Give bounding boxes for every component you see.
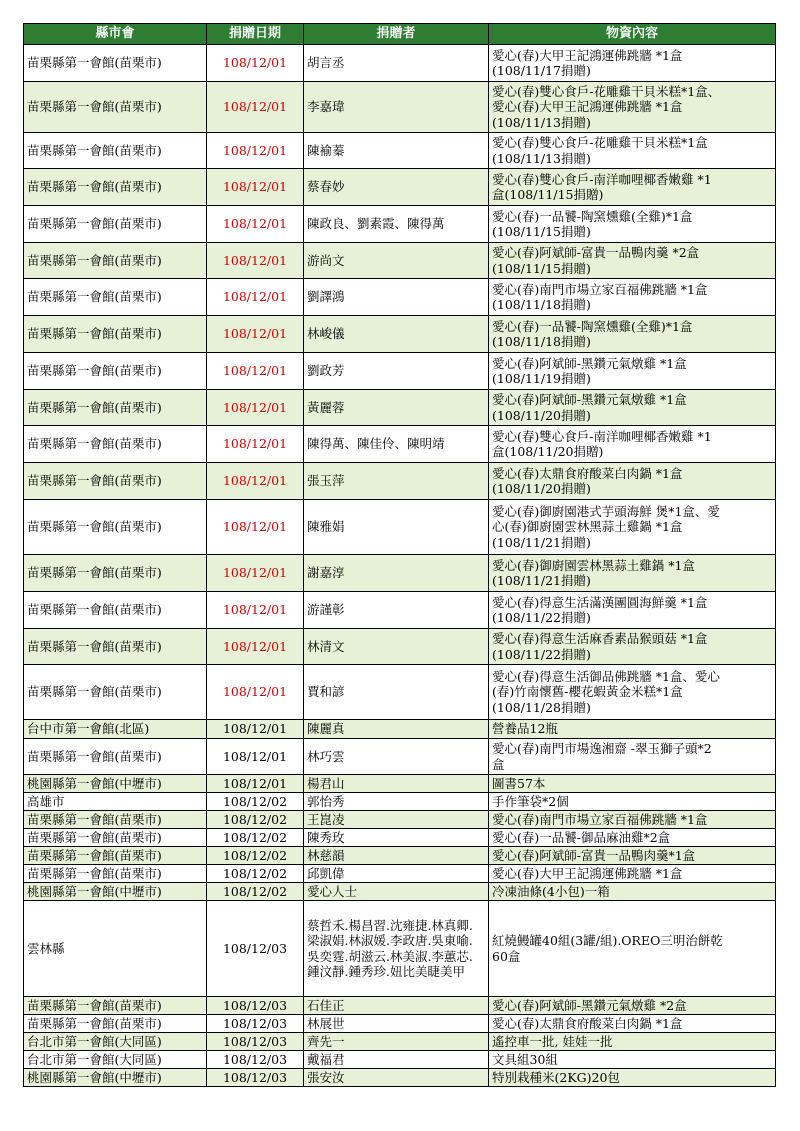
item-line: 盒(108/11/20捐贈) bbox=[492, 444, 604, 459]
item-line: 愛心(春)大甲王記鴻運佛跳牆 *1盒 bbox=[492, 865, 683, 881]
table-row bbox=[24, 1033, 776, 1051]
item-line: 愛心(春)雙心食戶-南洋咖哩椰香嫩雞 *1 bbox=[492, 171, 712, 187]
cell-items bbox=[489, 629, 776, 665]
item-line: (108/11/20捐贈) bbox=[492, 407, 591, 423]
cell-date: 108/12/03 bbox=[207, 1051, 304, 1069]
cell-location: 苗栗縣第一會館(苗栗市) bbox=[24, 353, 207, 390]
cell-items bbox=[489, 1033, 776, 1051]
table-row bbox=[24, 133, 776, 169]
cell-items bbox=[489, 206, 776, 243]
cell-donor: 石佳正 bbox=[304, 997, 489, 1015]
table-row bbox=[24, 390, 776, 426]
item-line: 文具組30組 bbox=[492, 1051, 558, 1067]
cell-location: 桃園縣第一會館(中壢市) bbox=[24, 775, 207, 793]
item-line: (108/11/21捐贈) bbox=[492, 534, 591, 550]
cell-date: 108/12/03 bbox=[207, 1033, 304, 1051]
cell-donor: 邱凱偉 bbox=[304, 865, 489, 883]
table-row bbox=[24, 353, 776, 390]
cell-date: 108/12/01 bbox=[207, 45, 304, 82]
table-row bbox=[24, 1015, 776, 1033]
cell-donor: 戴福君 bbox=[304, 1051, 489, 1069]
donation-sheet bbox=[23, 23, 775, 1087]
table-row bbox=[24, 463, 776, 500]
item-line: (108/11/21捐贈) bbox=[492, 573, 591, 588]
cell-date: 108/12/01 bbox=[207, 739, 304, 775]
item-line: 愛心(春)阿斌師-黑鑽元氣燉雞 *2盒 bbox=[492, 997, 687, 1013]
item-line: 紅燒鰻罐40組(3罐/組).OREO三明治餅乾 bbox=[492, 933, 723, 948]
donation-table bbox=[23, 23, 776, 1087]
header-date: 捐贈日期 bbox=[207, 24, 304, 45]
cell-donor: 謝嘉淳 bbox=[304, 555, 489, 592]
cell-items bbox=[489, 555, 776, 592]
item-line: 愛心(春)御廚園雲林黑蒜土雞鍋 *1盒 bbox=[492, 557, 695, 573]
cell-date: 108/12/01 bbox=[207, 133, 304, 169]
cell-date: 108/12/01 bbox=[207, 665, 304, 720]
cell-location: 苗栗縣第一會館(苗栗市) bbox=[24, 316, 207, 353]
cell-date: 108/12/02 bbox=[207, 829, 304, 847]
cell-donor: 楊君山 bbox=[304, 775, 489, 793]
table-row bbox=[24, 82, 776, 133]
cell-location: 台中市第一會館(北區) bbox=[24, 720, 207, 739]
item-line: 愛心(春)雙心食戶-南洋咖哩椰香嫩雞 *1 bbox=[492, 428, 712, 444]
cell-location: 苗栗縣第一會館(苗栗市) bbox=[24, 847, 207, 865]
cell-items bbox=[489, 243, 776, 279]
item-line: (108/11/22捐贈) bbox=[492, 646, 591, 662]
table-row bbox=[24, 901, 776, 997]
cell-items bbox=[489, 82, 776, 133]
cell-location: 苗栗縣第一會館(苗栗市) bbox=[24, 811, 207, 829]
cell-donor: 愛心人士 bbox=[304, 883, 489, 901]
cell-items bbox=[489, 500, 776, 555]
item-line: 愛心(春)御廚園港式芋頭海鮮 煲*1盒、愛 bbox=[492, 503, 720, 519]
cell-date: 108/12/01 bbox=[207, 463, 304, 500]
item-line: 手作筆袋*2個 bbox=[492, 793, 569, 809]
item-line: (108/11/15捐贈) bbox=[492, 224, 591, 239]
cell-items bbox=[489, 426, 776, 463]
cell-location: 苗栗縣第一會館(苗栗市) bbox=[24, 279, 207, 316]
cell-donor: 劉政芳 bbox=[304, 353, 489, 390]
cell-donor: 胡言丞 bbox=[304, 45, 489, 82]
item-line: 愛心(春)一品饕-陶窯燻雞(全雞)*1盒 bbox=[492, 318, 693, 334]
cell-items bbox=[489, 1051, 776, 1069]
cell-donor: 黃麗蓉 bbox=[304, 390, 489, 426]
item-line: 愛心(春)得意生活御品佛跳牆 *1盒、愛心 bbox=[492, 668, 720, 684]
item-line: 愛心(春)南門市場逸湘齋 -翠玉獅子頭*2 bbox=[492, 741, 712, 756]
cell-donor: 陳得萬、陳佳伶、陳明靖 bbox=[304, 426, 489, 463]
cell-location: 苗栗縣第一會館(苗栗市) bbox=[24, 390, 207, 426]
cell-location: 苗栗縣第一會館(苗栗市) bbox=[24, 829, 207, 847]
cell-items bbox=[489, 133, 776, 169]
cell-location: 苗栗縣第一會館(苗栗市) bbox=[24, 665, 207, 720]
cell-items bbox=[489, 775, 776, 793]
cell-location: 苗栗縣第一會館(苗栗市) bbox=[24, 739, 207, 775]
table-row bbox=[24, 169, 776, 206]
item-line: (108/11/15捐贈) bbox=[492, 260, 591, 276]
cell-donor: 游尚文 bbox=[304, 243, 489, 279]
item-line: 愛心(春)大甲王記鴻運佛跳牆 *1盒 bbox=[492, 47, 683, 63]
cell-location: 苗栗縣第一會館(苗栗市) bbox=[24, 997, 207, 1015]
cell-items bbox=[489, 279, 776, 316]
cell-date: 108/12/02 bbox=[207, 883, 304, 901]
cell-items bbox=[489, 793, 776, 811]
table-row bbox=[24, 811, 776, 829]
item-line: 60盒 bbox=[492, 948, 521, 964]
cell-donor: 陳麗真 bbox=[304, 720, 489, 739]
cell-items bbox=[489, 316, 776, 353]
cell-items bbox=[489, 720, 776, 739]
table-row bbox=[24, 45, 776, 82]
cell-location: 苗栗縣第一會館(苗栗市) bbox=[24, 592, 207, 629]
item-line: 愛心(春)南門市場立家百福佛跳牆 *1盒 bbox=[492, 811, 708, 827]
cell-items bbox=[489, 901, 776, 997]
cell-donor: 陳政良、劉素霞、陳得萬 bbox=[304, 206, 489, 243]
cell-location: 桃園縣第一會館(中壢市) bbox=[24, 883, 207, 901]
cell-date: 108/12/01 bbox=[207, 426, 304, 463]
cell-date: 108/12/01 bbox=[207, 390, 304, 426]
cell-location: 苗栗縣第一會館(苗栗市) bbox=[24, 865, 207, 883]
cell-donor: 陳秀玫 bbox=[304, 829, 489, 847]
item-line: 愛心(春)一品饕-御品麻油雞*2盒 bbox=[492, 829, 671, 845]
cell-donor: 王崑凌 bbox=[304, 811, 489, 829]
cell-date: 108/12/01 bbox=[207, 169, 304, 206]
cell-date: 108/12/03 bbox=[207, 901, 304, 997]
cell-items bbox=[489, 1015, 776, 1033]
table-row bbox=[24, 793, 776, 811]
table-row bbox=[24, 1051, 776, 1069]
cell-donor: 林峻儀 bbox=[304, 316, 489, 353]
cell-items bbox=[489, 865, 776, 883]
table-row bbox=[24, 279, 776, 316]
cell-donor: 陳褕蓁 bbox=[304, 133, 489, 169]
cell-donor: 游謹彰 bbox=[304, 592, 489, 629]
item-line: 愛心(春)太鼎食府酸菜白肉鍋 *1盒 bbox=[492, 465, 683, 481]
cell-location: 苗栗縣第一會館(苗栗市) bbox=[24, 555, 207, 592]
table-row bbox=[24, 316, 776, 353]
cell-donor: 林巧雲 bbox=[304, 739, 489, 775]
cell-donor: 陳雅娟 bbox=[304, 500, 489, 555]
table-row bbox=[24, 500, 776, 555]
item-line: 愛心(春)得意生活麻香素品猴頭菇 *1盒 bbox=[492, 631, 708, 646]
table-row bbox=[24, 555, 776, 592]
cell-location: 苗栗縣第一會館(苗栗市) bbox=[24, 1015, 207, 1033]
item-line: 愛心(春)阿斌師-富貴一品鴨肉羹*1盒 bbox=[492, 847, 696, 863]
item-line: 愛心(春)阿斌師-黑鑽元氣燉雞 *1盒 bbox=[492, 355, 687, 371]
table-row bbox=[24, 847, 776, 865]
cell-date: 108/12/01 bbox=[207, 206, 304, 243]
cell-donor: 張安汝 bbox=[304, 1069, 489, 1087]
cell-location: 苗栗縣第一會館(苗栗市) bbox=[24, 169, 207, 206]
cell-donor: 林慈韻 bbox=[304, 847, 489, 865]
item-line: 愛心(春)雙心食戶-花雕雞干貝米糕*1盒、 bbox=[492, 83, 721, 99]
item-line: (108/11/19捐贈) bbox=[492, 371, 591, 386]
cell-date: 108/12/01 bbox=[207, 592, 304, 629]
item-line: 愛心(春)阿斌師-富貴一品鴨肉羹 *2盒 bbox=[492, 245, 700, 260]
cell-location: 苗栗縣第一會館(苗栗市) bbox=[24, 206, 207, 243]
cell-date: 108/12/01 bbox=[207, 500, 304, 555]
item-line: 營養品12瓶 bbox=[492, 721, 558, 737]
cell-items bbox=[489, 883, 776, 901]
item-line: 愛心(春)一品饕-陶窯燻雞(全雞)*1盒 bbox=[492, 208, 693, 224]
cell-location: 苗栗縣第一會館(苗栗市) bbox=[24, 243, 207, 279]
cell-date: 108/12/03 bbox=[207, 997, 304, 1015]
cell-items bbox=[489, 390, 776, 426]
cell-items bbox=[489, 739, 776, 775]
cell-date: 108/12/02 bbox=[207, 865, 304, 883]
cell-donor: 賈和諺 bbox=[304, 665, 489, 720]
cell-location: 苗栗縣第一會館(苗栗市) bbox=[24, 45, 207, 82]
cell-date: 108/12/01 bbox=[207, 279, 304, 316]
cell-location: 台北市第一會館(大同區) bbox=[24, 1051, 207, 1069]
item-line: (108/11/13捐贈) bbox=[492, 150, 591, 166]
item-line: 愛心(春)南門市場立家百福佛跳牆 *1盒 bbox=[492, 281, 708, 297]
cell-items bbox=[489, 811, 776, 829]
cell-date: 108/12/01 bbox=[207, 720, 304, 739]
cell-items bbox=[489, 665, 776, 720]
table-body bbox=[24, 45, 776, 1087]
table-row bbox=[24, 865, 776, 883]
cell-donor: 郭怡秀 bbox=[304, 793, 489, 811]
item-line: 盒(108/11/15捐贈) bbox=[492, 187, 604, 202]
item-line: (108/11/13捐贈) bbox=[492, 114, 591, 130]
table-row bbox=[24, 829, 776, 847]
cell-date: 108/12/01 bbox=[207, 353, 304, 390]
cell-items bbox=[489, 829, 776, 847]
cell-items bbox=[489, 847, 776, 865]
cell-location: 台北市第一會館(大同區) bbox=[24, 1033, 207, 1051]
cell-date: 108/12/01 bbox=[207, 243, 304, 279]
cell-date: 108/12/02 bbox=[207, 811, 304, 829]
cell-donor: 齊先一 bbox=[304, 1033, 489, 1051]
header-row bbox=[24, 24, 776, 45]
cell-location: 高雄市 bbox=[24, 793, 207, 811]
cell-location: 桃園縣第一會館(中壢市) bbox=[24, 1069, 207, 1087]
item-line: (108/11/17捐贈) bbox=[492, 63, 591, 78]
cell-date: 108/12/03 bbox=[207, 1069, 304, 1087]
cell-location: 苗栗縣第一會館(苗栗市) bbox=[24, 426, 207, 463]
cell-date: 108/12/02 bbox=[207, 847, 304, 865]
table-row bbox=[24, 629, 776, 665]
table-row bbox=[24, 206, 776, 243]
header-donor: 捐贈者 bbox=[304, 24, 489, 45]
item-line: (108/11/20捐贈) bbox=[492, 481, 591, 496]
cell-location: 苗栗縣第一會館(苗栗市) bbox=[24, 629, 207, 665]
cell-items bbox=[489, 169, 776, 206]
cell-date: 108/12/02 bbox=[207, 793, 304, 811]
table-row bbox=[24, 739, 776, 775]
item-line: 遙控車一批, 娃娃一批 bbox=[492, 1033, 613, 1049]
cell-location: 苗栗縣第一會館(苗栗市) bbox=[24, 463, 207, 500]
table-row bbox=[24, 1069, 776, 1087]
item-line: 心(春)御廚園雲林黑蒜土雞鍋 *1盒 bbox=[492, 519, 683, 535]
cell-items bbox=[489, 353, 776, 390]
cell-items bbox=[489, 45, 776, 82]
item-line: 愛心(春)大甲王記鴻運佛跳牆 *1盒 bbox=[492, 99, 683, 115]
item-line: 冷凍油條(4小包)一箱 bbox=[492, 883, 610, 899]
item-line: (春)竹南懷舊-櫻花蝦黃金米糕*1盒 bbox=[492, 684, 683, 700]
item-line: 特別栽種米(2KG)20包 bbox=[492, 1069, 620, 1085]
cell-donor: 張玉萍 bbox=[304, 463, 489, 500]
cell-location: 雲林縣 bbox=[24, 901, 207, 997]
table-row bbox=[24, 243, 776, 279]
table-row bbox=[24, 720, 776, 739]
table-row bbox=[24, 775, 776, 793]
cell-location: 苗栗縣第一會館(苗栗市) bbox=[24, 133, 207, 169]
table-row bbox=[24, 997, 776, 1015]
header-location: 縣市會 bbox=[24, 24, 207, 45]
table-row bbox=[24, 426, 776, 463]
cell-date: 108/12/01 bbox=[207, 82, 304, 133]
cell-date: 108/12/01 bbox=[207, 775, 304, 793]
cell-items bbox=[489, 592, 776, 629]
table-row bbox=[24, 883, 776, 901]
item-line: 圖書57本 bbox=[492, 775, 546, 791]
cell-donor: 劉譯鴻 bbox=[304, 279, 489, 316]
cell-date: 108/12/01 bbox=[207, 555, 304, 592]
cell-items bbox=[489, 463, 776, 500]
item-line: 盒 bbox=[492, 756, 505, 772]
item-line: 愛心(春)太鼎食府酸菜白肉鍋 *1盒 bbox=[492, 1015, 683, 1031]
cell-location: 苗栗縣第一會館(苗栗市) bbox=[24, 500, 207, 555]
cell-donor: 蔡哲禾.楊昌習.沈雍捷.林真卿.梁淑娟.林淑媛.李政唐.吳東喻.吳奕霆.胡滋云.林美淑.李蕙芯.鍾汶靜.鍾秀珍.妞比美睫美甲 bbox=[304, 901, 489, 997]
cell-date: 108/12/03 bbox=[207, 1015, 304, 1033]
cell-date: 108/12/01 bbox=[207, 316, 304, 353]
cell-donor: 林展世 bbox=[304, 1015, 489, 1033]
cell-date: 108/12/01 bbox=[207, 629, 304, 665]
cell-donor: 李嘉瑋 bbox=[304, 82, 489, 133]
item-line: 愛心(春)阿斌師-黑鑽元氣燉雞 *1盒 bbox=[492, 392, 687, 407]
item-line: (108/11/28捐贈) bbox=[492, 699, 591, 715]
item-line: 愛心(春)雙心食戶-花雕雞干貝米糕*1盒 bbox=[492, 135, 708, 150]
table-row bbox=[24, 665, 776, 720]
cell-items bbox=[489, 1069, 776, 1087]
cell-donor: 蔡春妙 bbox=[304, 169, 489, 206]
item-line: (108/11/22捐贈) bbox=[492, 610, 591, 625]
item-line: 愛心(春)得意生活滿漢團圓海鮮羹 *1盒 bbox=[492, 594, 708, 610]
item-line: (108/11/18捐贈) bbox=[492, 334, 591, 349]
cell-items bbox=[489, 997, 776, 1015]
cell-donor: 林清文 bbox=[304, 629, 489, 665]
cell-location: 苗栗縣第一會館(苗栗市) bbox=[24, 82, 207, 133]
item-line: (108/11/18捐贈) bbox=[492, 297, 591, 312]
header-items: 物資內容 bbox=[489, 24, 776, 45]
table-row bbox=[24, 592, 776, 629]
